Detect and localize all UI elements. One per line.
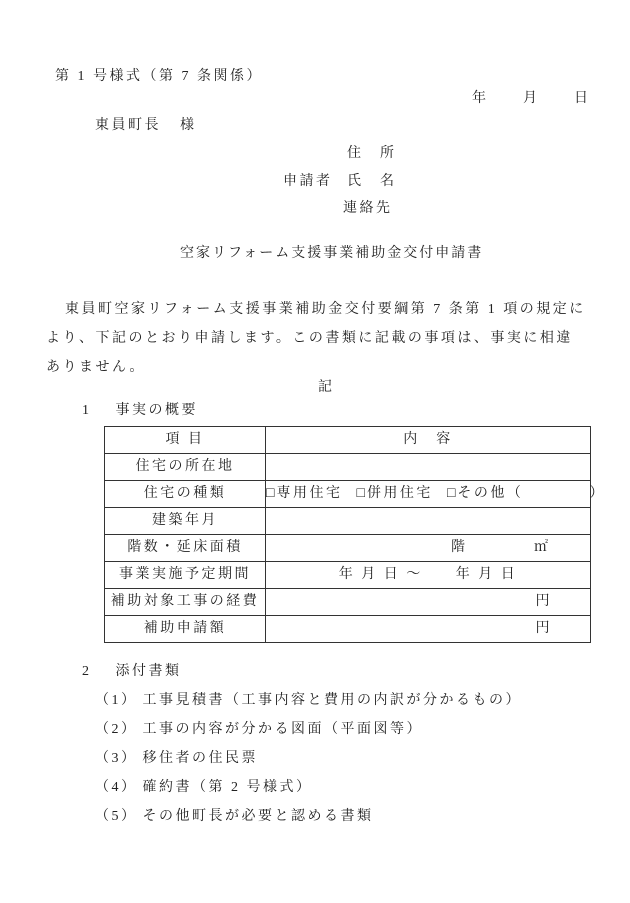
period-label: 事業実施予定期間 bbox=[105, 562, 266, 589]
section-1-number: 1 bbox=[82, 403, 92, 418]
floor-unit: 階 bbox=[451, 540, 468, 555]
attachment-text: 移住者の住民票 bbox=[142, 751, 258, 766]
option-exclusive-residence bbox=[266, 487, 342, 501]
attachment-text: 工事見積書（工事内容と費用の内訳が分かるもの） bbox=[142, 693, 522, 708]
table-row-floors bbox=[105, 535, 591, 562]
addressee-line bbox=[95, 119, 197, 133]
body-line: ありません。 bbox=[46, 360, 146, 375]
section-1-heading bbox=[82, 404, 198, 418]
attachment-item bbox=[95, 686, 522, 715]
overview-table bbox=[104, 426, 606, 643]
section-2-number: 2 bbox=[82, 664, 92, 679]
option-combined-residence bbox=[356, 487, 432, 501]
body-line: 東員町空家リフォーム支援事業補助金交付要綱第 7 条第 1 項の規定に bbox=[65, 302, 586, 317]
attachment-item bbox=[95, 715, 522, 744]
option-combined-residence-label: 併用住宅 bbox=[366, 486, 433, 501]
addressee-honorific: 様 bbox=[180, 118, 197, 133]
checkbox-exclusive-residence-icon[interactable]: □ bbox=[266, 486, 275, 501]
option-other bbox=[447, 487, 606, 501]
attachment-number: （5） bbox=[95, 809, 138, 824]
attachment-item bbox=[95, 744, 522, 773]
body-line: より、下記のとおり申請します。この書類に記載の事項は、事実に相違 bbox=[46, 331, 573, 346]
attachment-number: （2） bbox=[95, 722, 138, 737]
attachment-number: （1） bbox=[95, 693, 138, 708]
checkbox-combined-residence-icon[interactable]: □ bbox=[356, 486, 365, 501]
location-label: 住宅の所在地 bbox=[105, 454, 266, 481]
option-other-label: その他（ ） bbox=[457, 486, 606, 501]
attachment-text: 確約書（第 2 号様式） bbox=[142, 780, 313, 795]
type-value bbox=[266, 481, 606, 508]
attachment-text: その他町長が必要と認める書類 bbox=[142, 809, 374, 824]
built-label: 建築年月 bbox=[105, 508, 266, 535]
option-exclusive-residence-label: 専用住宅 bbox=[276, 486, 343, 501]
table-row-period bbox=[105, 562, 591, 589]
floors-label: 階数・延床面積 bbox=[105, 535, 266, 562]
header-item-cell: 項 目 bbox=[105, 427, 266, 454]
table-row-amount bbox=[105, 616, 591, 643]
applicant-address-label: 住 所 bbox=[347, 146, 397, 161]
document-title: 空家リフォーム支援事業補助金交付申請書 bbox=[180, 246, 484, 261]
amount-unit: 円 bbox=[266, 616, 591, 643]
cost-unit: 円 bbox=[266, 589, 591, 616]
section-1-title: 事実の概要 bbox=[115, 403, 198, 418]
applicant-name-label: 氏 名 bbox=[347, 174, 397, 189]
attachments-list bbox=[95, 686, 522, 831]
header-content-cell: 内 容 bbox=[266, 427, 591, 454]
body-paragraph bbox=[46, 295, 590, 382]
section-2-heading bbox=[82, 665, 182, 679]
table-row-location bbox=[105, 454, 591, 481]
table-row-type bbox=[105, 481, 591, 508]
section-2-title: 添付書類 bbox=[115, 664, 182, 679]
floors-value bbox=[266, 535, 591, 562]
checkbox-other-icon[interactable]: □ bbox=[446, 486, 456, 501]
date-line: 年 月 日 bbox=[472, 91, 591, 106]
record-mark: 記 bbox=[318, 380, 335, 395]
attachment-number: （4） bbox=[95, 780, 138, 795]
area-unit: ㎡ bbox=[534, 540, 551, 555]
table-header-row bbox=[105, 427, 591, 454]
type-label: 住宅の種類 bbox=[105, 481, 266, 508]
attachment-text: 工事の内容が分かる図面（平面図等） bbox=[142, 722, 423, 737]
location-value bbox=[266, 454, 591, 481]
attachment-item bbox=[95, 802, 522, 831]
applicant-contact-label: 連絡先 bbox=[343, 201, 393, 216]
applicant-role-label: 申請者 bbox=[283, 174, 333, 189]
form-number: 第 1 号様式（第 7 条関係） bbox=[55, 69, 263, 84]
addressee-name: 東員町長 bbox=[95, 118, 161, 133]
table-row-built bbox=[105, 508, 591, 535]
cost-label: 補助対象工事の経費 bbox=[105, 589, 266, 616]
table-row-cost bbox=[105, 589, 591, 616]
period-value: 年 月 日 ～ 年 月 日 bbox=[266, 562, 591, 589]
attachment-item bbox=[95, 773, 522, 802]
amount-label: 補助申請額 bbox=[105, 616, 266, 643]
attachment-number: （3） bbox=[95, 751, 138, 766]
built-value bbox=[266, 508, 591, 535]
